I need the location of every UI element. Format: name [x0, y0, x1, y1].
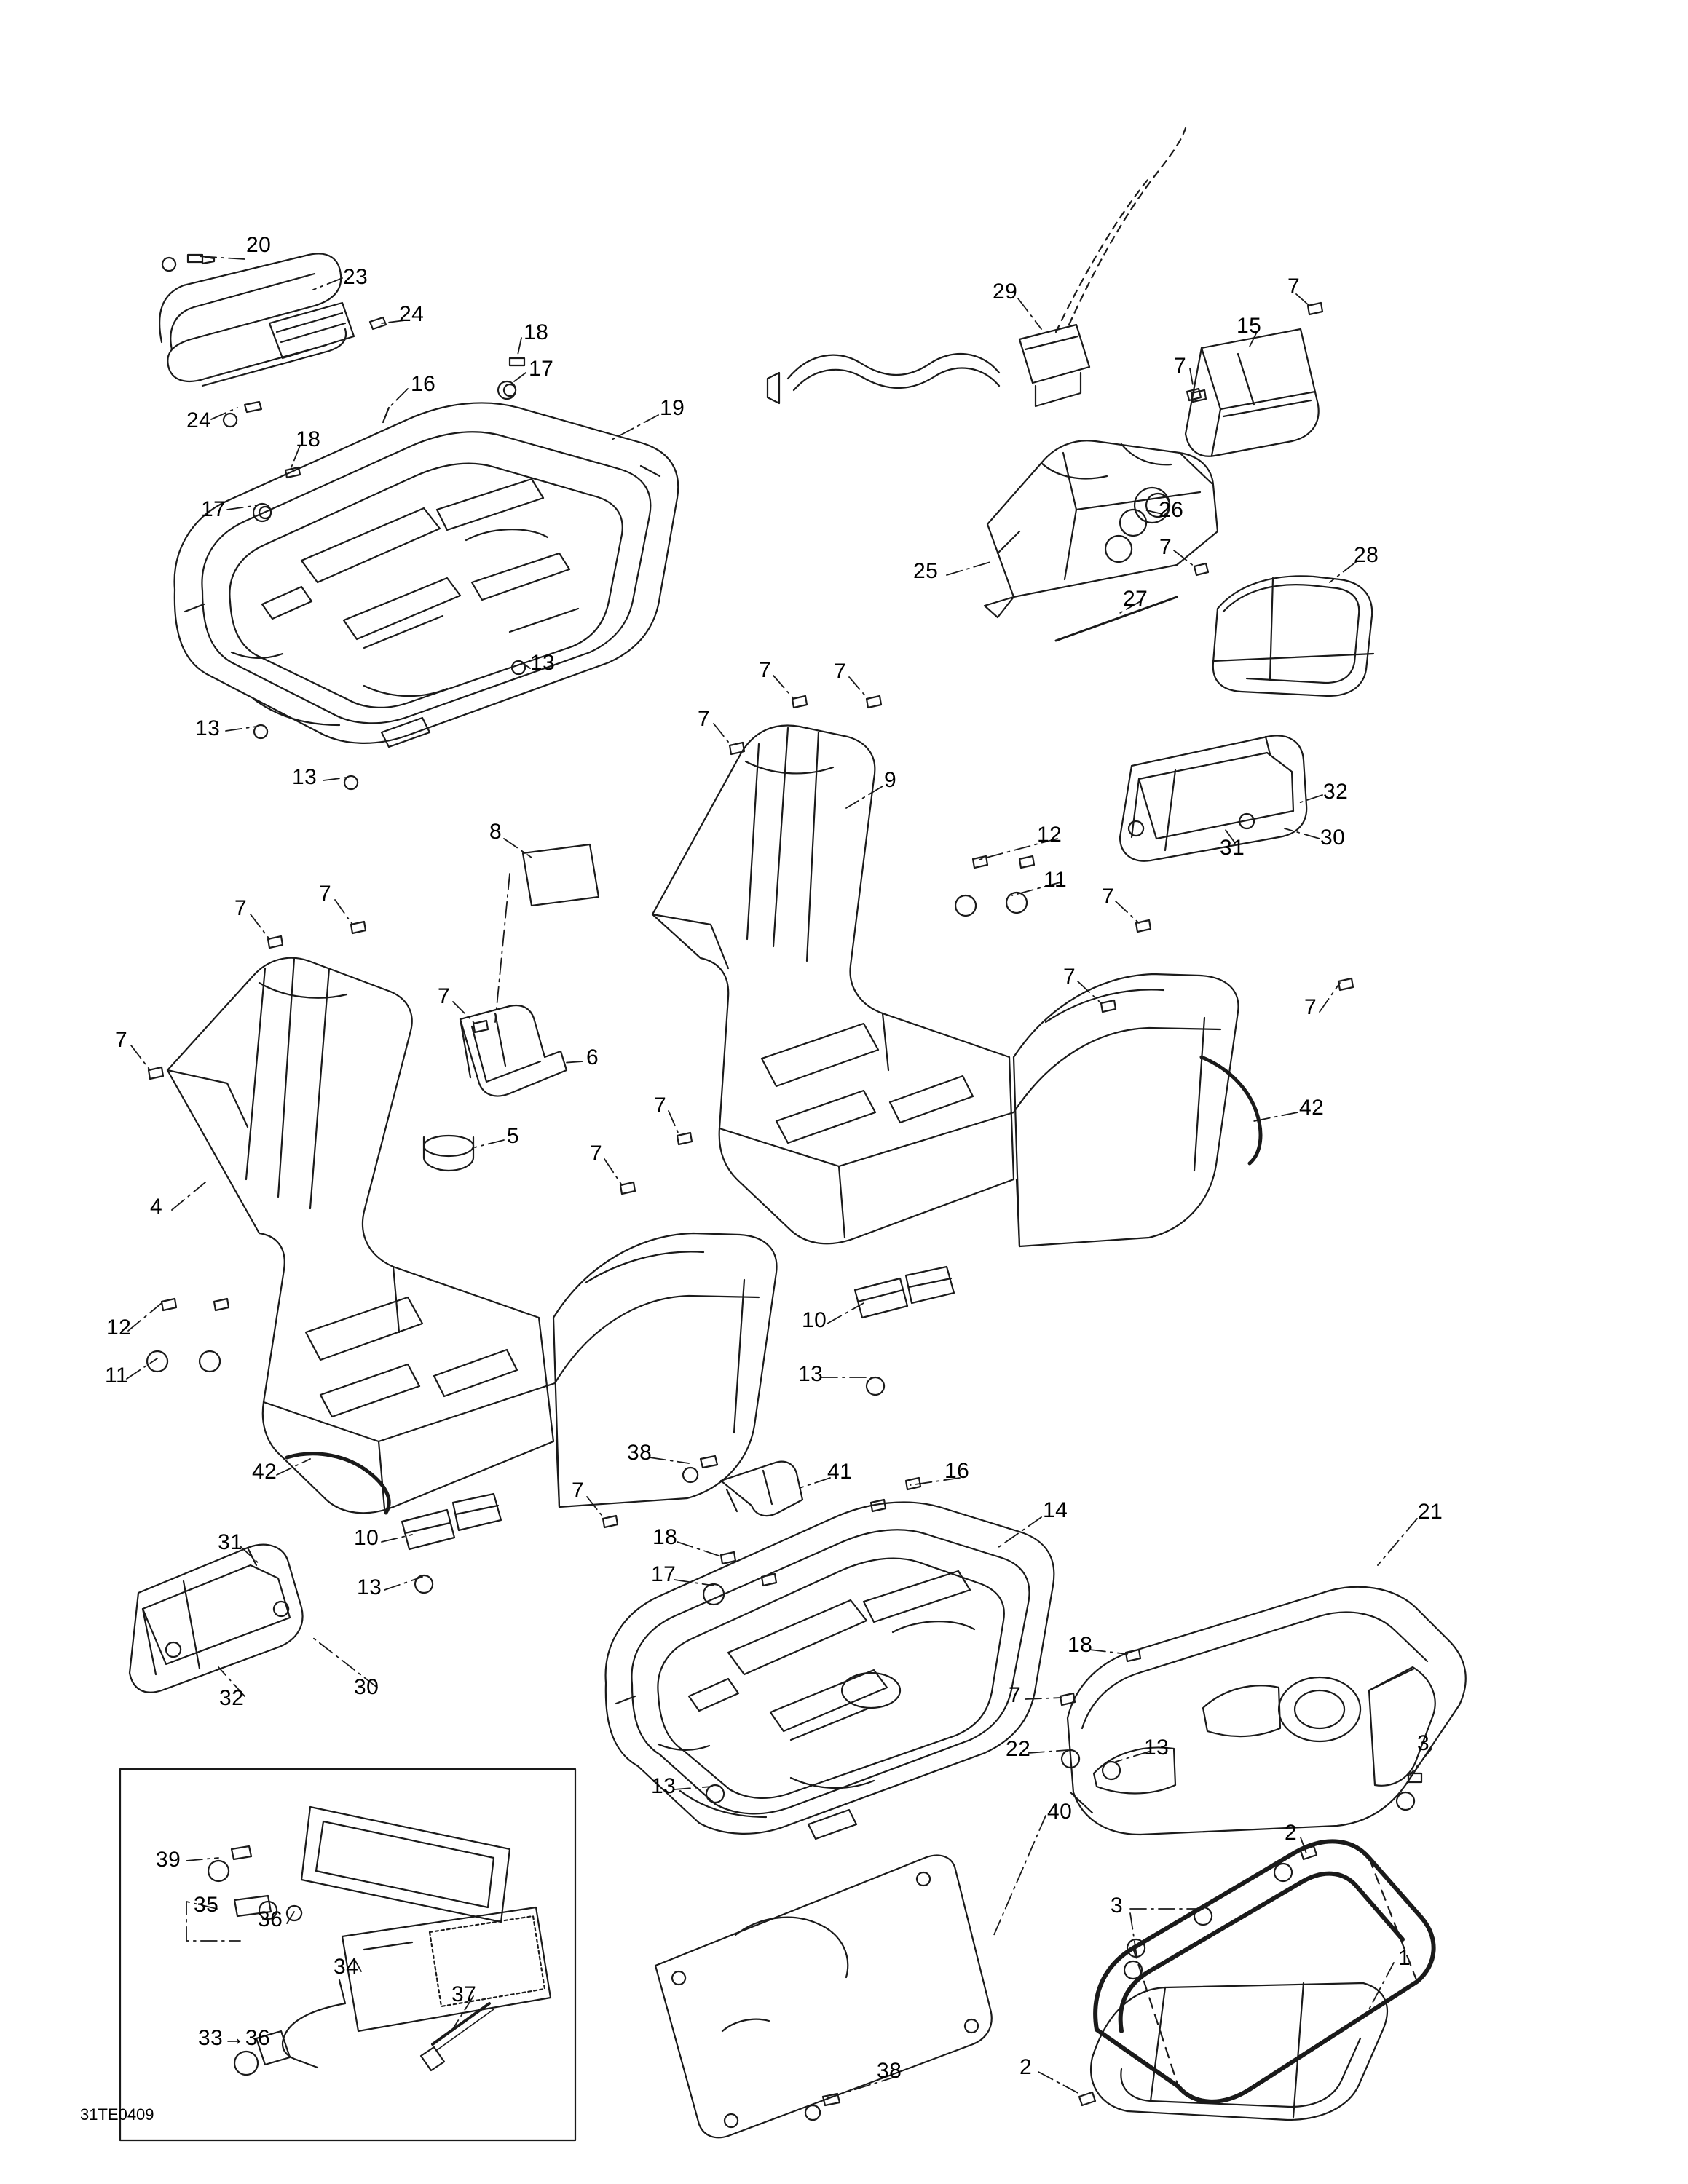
callout-7j: 7 — [234, 896, 248, 920]
callout-36: 36 — [258, 1907, 283, 1931]
callout-4: 4 — [150, 1195, 163, 1219]
callout-25: 25 — [913, 559, 939, 583]
callout-7l: 7 — [115, 1028, 128, 1052]
callout-17a: 17 — [529, 357, 554, 381]
callout-16a: 16 — [411, 372, 436, 396]
callout-13a: 13 — [530, 651, 556, 675]
part-1-front-bumper — [1091, 1841, 1433, 2120]
part-9-right-fender — [652, 726, 1014, 1244]
fastener-scatter — [147, 696, 1353, 1803]
callout-35: 35 — [194, 1893, 219, 1917]
callout-7d: 7 — [759, 658, 772, 682]
callout-3b: 3 — [1111, 1894, 1124, 1918]
callout-7a: 7 — [1174, 354, 1187, 378]
callout-37: 37 — [451, 1982, 477, 2006]
callout-8: 8 — [489, 820, 502, 844]
callout-20: 20 — [246, 233, 272, 257]
callout-7i: 7 — [1304, 995, 1317, 1019]
callout-14: 14 — [1043, 1498, 1068, 1522]
callout-28: 28 — [1354, 543, 1379, 567]
callout-11a: 11 — [1044, 868, 1068, 892]
part-8-decal — [523, 844, 599, 906]
callout-30a: 30 — [1320, 826, 1346, 850]
callout-1: 1 — [1398, 1946, 1411, 1970]
callout-26: 26 — [1159, 498, 1184, 522]
callout-13f: 13 — [1144, 1736, 1170, 1760]
callout-13e: 13 — [357, 1575, 382, 1599]
callout-27: 27 — [1123, 587, 1148, 611]
callout-29: 29 — [993, 280, 1018, 304]
part-29-switch-and-cable — [768, 128, 1186, 406]
callout-3a: 3 — [1417, 1731, 1430, 1755]
part-25-center-panel — [985, 440, 1218, 617]
part-4-left-fender — [167, 958, 555, 1514]
callout-6: 6 — [586, 1045, 599, 1069]
callout-42a: 42 — [1299, 1096, 1325, 1120]
callout-19: 19 — [660, 396, 685, 420]
part-23-grab-handle — [159, 253, 354, 386]
callout-31a: 31 — [1220, 836, 1245, 860]
callout-23: 23 — [343, 265, 368, 289]
callout-7o: 7 — [654, 1093, 667, 1117]
callout-17b: 17 — [201, 497, 226, 521]
callout-12a: 12 — [1037, 823, 1062, 847]
callout-40: 40 — [1047, 1800, 1073, 1824]
part-30-right-footguard — [1120, 735, 1306, 860]
callout-10b: 10 — [354, 1526, 379, 1550]
callout-18a: 18 — [524, 320, 549, 344]
part-left-rear-fender — [553, 1233, 777, 1507]
part-38-bolts — [683, 1456, 840, 2120]
callout-18d: 18 — [1068, 1633, 1093, 1657]
callout-18c: 18 — [652, 1525, 678, 1549]
callout-24b: 24 — [186, 408, 212, 432]
callout-34: 34 — [334, 1955, 359, 1979]
callout-39: 39 — [156, 1848, 181, 1872]
callout-13g: 13 — [651, 1774, 677, 1798]
callout-33-to-36: 33→36 — [198, 2026, 271, 2050]
callout-30b: 30 — [354, 1675, 379, 1699]
part-40-skid-plate — [655, 1856, 992, 2138]
callout-16b: 16 — [944, 1459, 970, 1483]
callout-12b: 12 — [106, 1315, 132, 1340]
fastener-group-rack-19 — [253, 358, 525, 789]
part-28-seat — [1213, 576, 1373, 696]
callout-13b: 13 — [195, 716, 221, 740]
part-19-front-rack — [175, 403, 679, 747]
callout-13c: 13 — [292, 765, 318, 789]
sheet-part-code: 31TE0409 — [80, 2105, 154, 2124]
part-5-filler-cap — [424, 1136, 473, 1171]
part-35-36-39-fasteners — [208, 1846, 301, 1920]
callout-7e: 7 — [834, 660, 847, 684]
callout-7b: 7 — [1287, 274, 1301, 298]
callout-17c: 17 — [651, 1562, 677, 1586]
callout-7m: 7 — [438, 984, 451, 1008]
callout-24a: 24 — [399, 302, 425, 326]
part-6-bracket — [460, 1005, 567, 1096]
part-42-right-bar — [1202, 1057, 1261, 1163]
callout-7h: 7 — [1063, 965, 1076, 989]
part-30-left-footguard — [130, 1545, 303, 1693]
callout-42b: 42 — [252, 1460, 277, 1484]
callout-7p: 7 — [572, 1479, 585, 1503]
callout-22: 22 — [1006, 1737, 1031, 1761]
callout-2a: 2 — [1285, 1821, 1298, 1845]
callout-10a: 10 — [802, 1308, 827, 1332]
callout-7q: 7 — [1009, 1683, 1022, 1707]
part-21-front-fascia — [1068, 1587, 1466, 1835]
callout-38a: 38 — [627, 1441, 652, 1465]
callout-41: 41 — [827, 1460, 853, 1484]
part-34-tail-light — [234, 1807, 551, 2075]
callout-9: 9 — [884, 768, 897, 792]
callout-11b: 11 — [105, 1364, 129, 1388]
callout-5: 5 — [507, 1124, 520, 1148]
callout-38b: 38 — [877, 2059, 902, 2083]
callout-2b: 2 — [1019, 2055, 1033, 2079]
callout-13d: 13 — [798, 1362, 824, 1386]
callout-32a: 32 — [1323, 780, 1349, 804]
part-right-rear-fender — [1014, 974, 1239, 1246]
callout-7n: 7 — [590, 1142, 603, 1166]
callout-32b: 32 — [219, 1686, 245, 1710]
callout-7c: 7 — [1159, 535, 1172, 559]
callout-7f: 7 — [698, 707, 711, 731]
callout-15: 15 — [1237, 314, 1262, 338]
callout-7g: 7 — [1102, 885, 1115, 909]
callout-21: 21 — [1418, 1500, 1443, 1524]
callout-18b: 18 — [296, 427, 321, 451]
callout-31b: 31 — [218, 1530, 243, 1554]
callout-7k: 7 — [319, 882, 332, 906]
